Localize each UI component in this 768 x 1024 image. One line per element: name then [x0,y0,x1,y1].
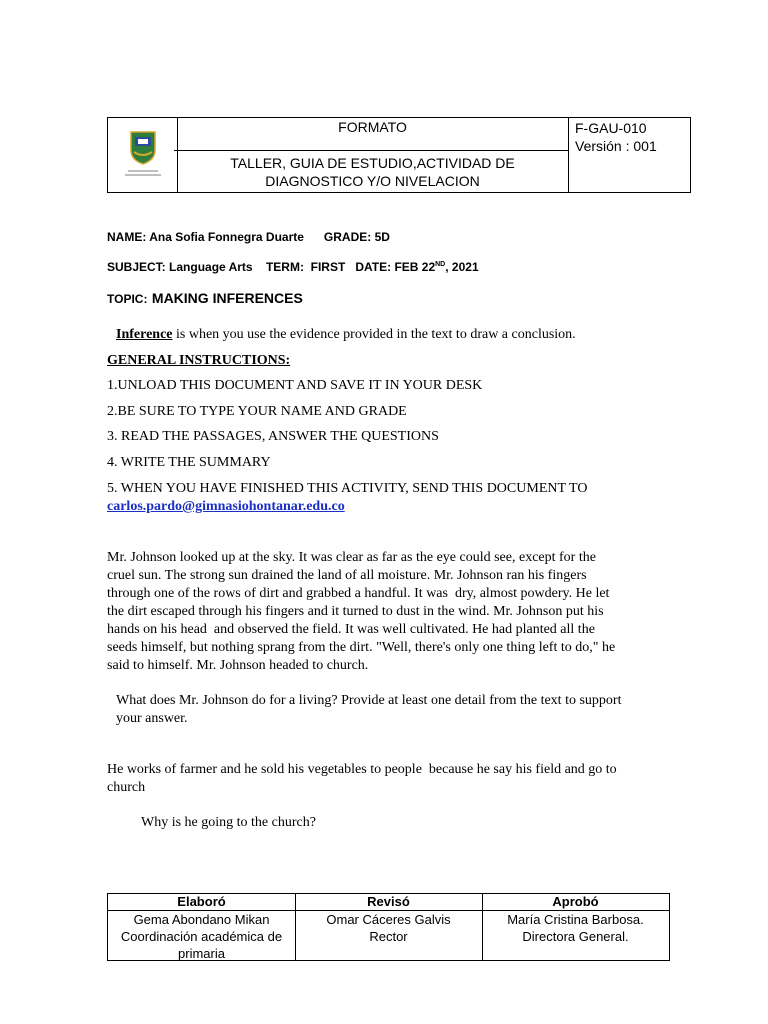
passage [107,549,667,675]
question-1 [116,692,621,728]
instruction-item-2: 2.BE SURE TO TYPE YOUR NAME AND GRADE [107,404,407,419]
subject-value: Language Arts [169,260,253,274]
instructions-title: GENERAL INSTRUCTIONS: [107,353,291,368]
question-1-line: What does Mr. Johnson do for a living? Provide at least one detail from the text to support [116,693,622,708]
document-code-value: F-GAU-010 [575,120,647,136]
header-formato: FORMATO [338,119,407,135]
elaboro-header: Elaboró [177,894,226,909]
header-table [107,117,691,193]
passage-line: said to himself. Mr. Johnson headed to church. [107,658,369,673]
email-line [107,498,345,516]
email-link[interactable]: carlos.pardo@gimnasiohontanar.edu.co [107,499,345,514]
instruction-item-4: 4. WRITE THE SUMMARY [107,455,271,470]
elaboro-name: Gema Abondano Mikan [133,912,270,927]
topic-line [107,290,303,308]
document-code [575,119,657,155]
answer-1-line: church [107,780,146,795]
term-value: FIRST [310,260,346,274]
reviso-role: Rector [369,929,408,944]
reviso-name: Omar Cáceres Galvis [326,912,451,927]
subject-label: SUBJECT: [107,260,166,274]
answer-1[interactable] [107,761,617,797]
header-title-line2: DIAGNOSTICO Y/O NIVELACION [265,173,480,189]
signature-table [107,893,670,961]
aprobo-header: Aprobó [552,894,599,909]
instruction-item-3: 3. READ THE PASSAGES, ANSWER THE QUESTIONS [107,429,439,444]
definition-term: Inference [116,327,173,342]
student-name: Ana Sofia Fonnegra Duarte [149,230,304,244]
aprobo-cell [482,911,669,945]
subject-line [107,260,479,274]
header-divider [174,150,568,151]
definition [116,326,576,344]
topic-label: TOPIC: [107,292,148,306]
instruction-item-5: 5. WHEN YOU HAVE FINISHED THIS ACTIVITY, SEND THIS DOCUMENT TO [107,481,588,496]
header-title [177,154,568,190]
date-year: , 2021 [445,260,479,274]
question-1-line: your answer. [116,711,188,726]
aprobo-name: María Cristina Barbosa. [507,912,644,927]
passage-line: Mr. Johnson looked up at the sky. It was clear as far as the eye could see, except for the [107,550,596,565]
student-grade: 5D [374,230,390,244]
date-label: DATE: [355,260,392,274]
reviso-header: Revisó [367,894,410,909]
passage-line: hands on his head and observed the field. It was well cultivated. He had planted all the [107,622,595,637]
passage-line: through one of the rows of dirt and grabbed a handful. It was dry, almost powdery. He let [107,586,610,601]
code-cell [568,118,690,192]
elaboro-cell [108,911,295,962]
school-logo-icon [122,130,164,180]
passage-line: the dirt escaped through his fingers and it turned to dust in the wind. Mr. Johnson put his [107,604,604,619]
grade-label: GRADE: [323,230,372,244]
document-version: Versión : 001 [575,138,657,154]
reviso-cell [295,911,482,945]
header-title-line1: TALLER, GUIA DE ESTUDIO,ACTIVIDAD DE [230,155,515,171]
topic-value: MAKING INFERENCES [151,290,303,306]
question-2: Why is he going to the church? [141,815,316,830]
name-grade-line [107,230,390,244]
passage-line: cruel sun. The strong sun drained the land of all moisture. Mr. Johnson ran his fingers [107,568,587,583]
elaboro-role-cont: primaria [178,946,225,961]
definition-text: is when you use the evidence provided in the text to draw a conclusion. [172,327,576,342]
logo-cell [108,118,178,192]
date-day: FEB 22 [394,260,436,274]
name-label: NAME: [107,230,147,244]
date-superscript: ND [435,261,446,268]
answer-1-line: He works of farmer and he sold his vegetables to people because he say his field and go to [107,762,617,777]
elaboro-role: Coordinación académica de [120,929,283,944]
instruction-item-1: 1.UNLOAD THIS DOCUMENT AND SAVE IT IN YOUR DESK [107,378,483,393]
aprobo-role: Directora General. [522,929,629,944]
term-label: TERM: [265,260,304,274]
passage-line: seeds himself, but nothing sprang from the dirt. "Well, there's only one thing left to do," he [107,640,616,655]
